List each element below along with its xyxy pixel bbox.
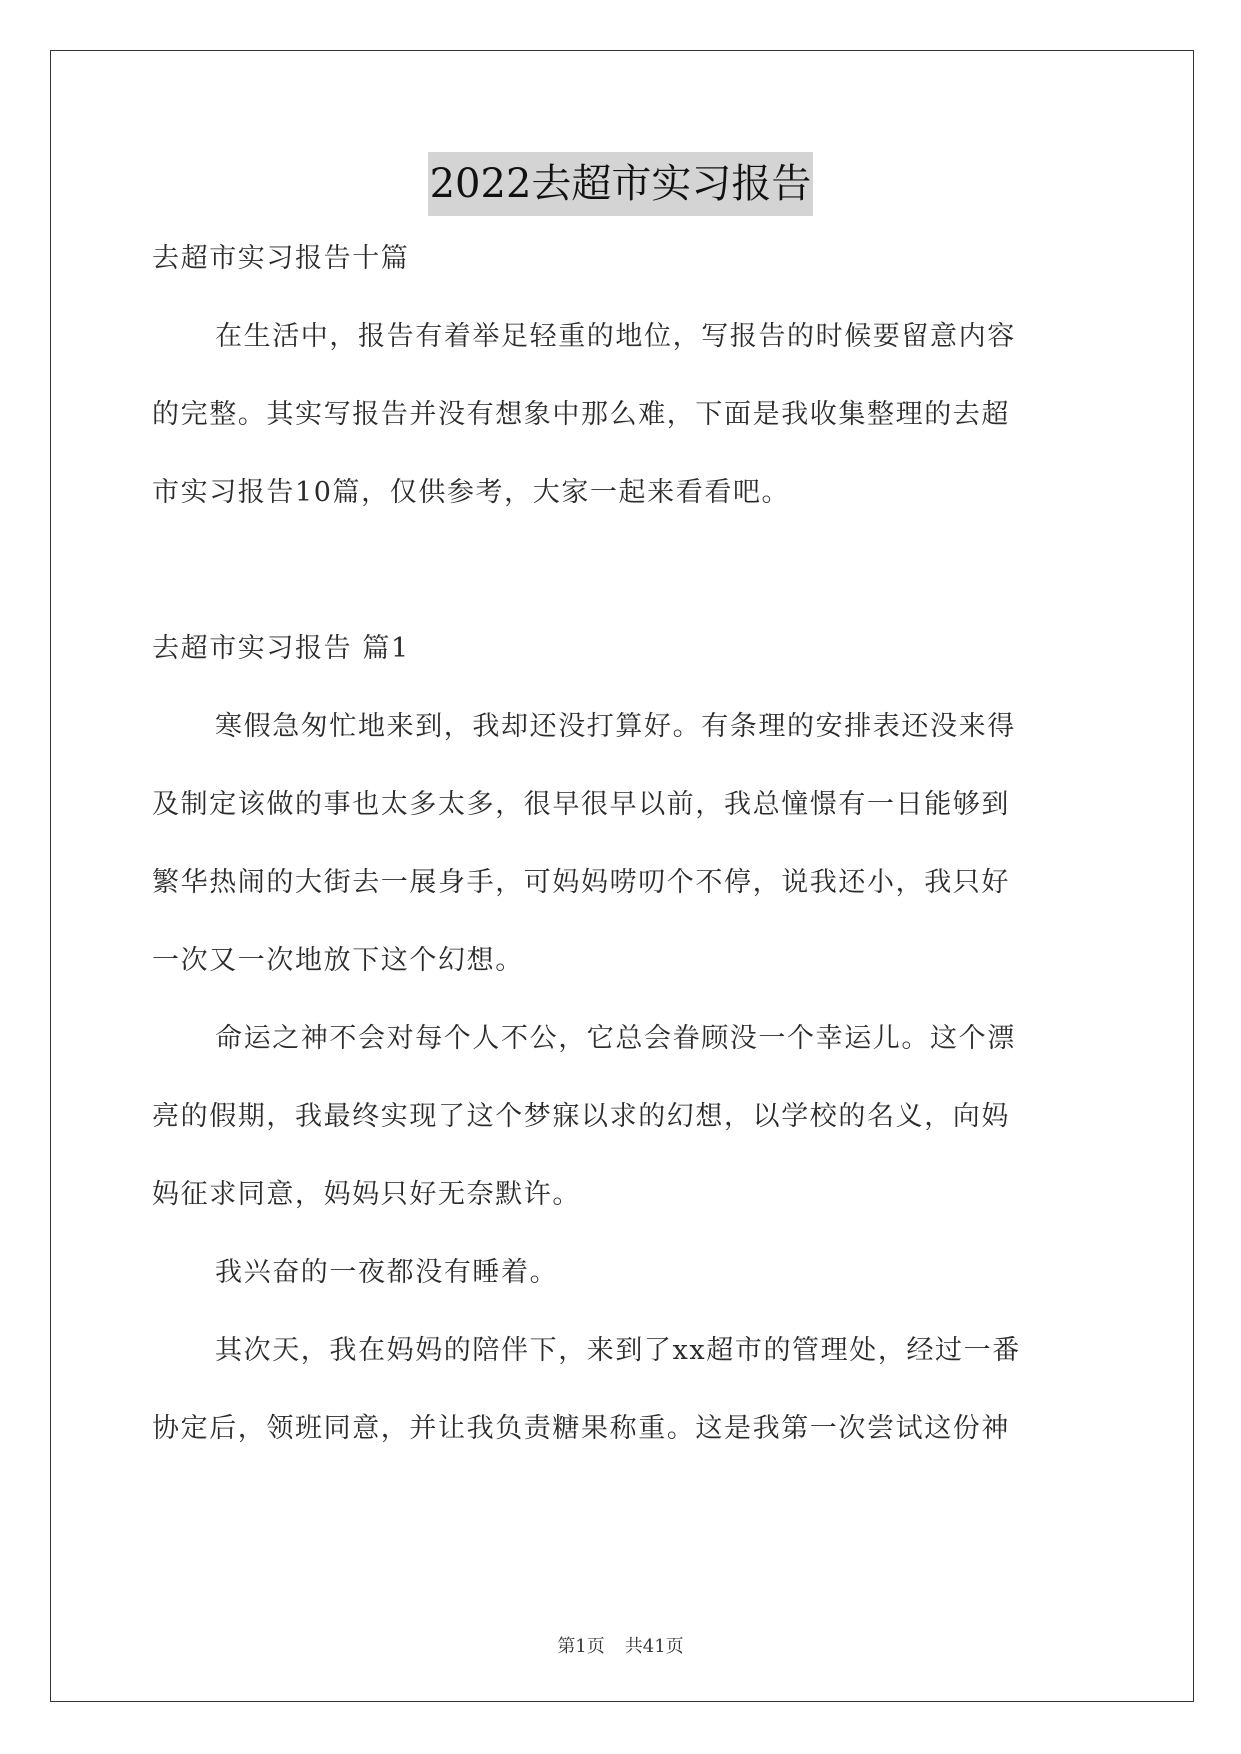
paragraph-line: 我兴奋的一夜都没有睡着。	[215, 1257, 559, 1288]
paragraph-line: 寒假急匆忙地来到，我却还没打算好。有条理的安排表还没来得	[215, 711, 1016, 742]
paragraph-line: 亮的假期，我最终实现了这个梦寐以求的幻想，以学校的名义，向妈	[152, 1101, 1010, 1132]
paragraph-line: 繁华热闹的大街去一展身手，可妈妈唠叨个不停，说我还小，我只好	[152, 867, 1010, 898]
paragraph-line: 协定后，领班同意，并让我负责糖果称重。这是我第一次尝试这份神	[152, 1413, 1010, 1444]
page-number: 第1页	[557, 1636, 605, 1657]
paragraph-line: 的完整。其实写报告并没有想象中那么难，下面是我收集整理的去超	[152, 399, 1010, 430]
paragraph-line: 在生活中，报告有着举足轻重的地位，写报告的时候要留意内容	[215, 321, 1016, 352]
paragraph-line: 及制定该做的事也太多太多，很早很早以前，我总憧憬有一日能够到	[152, 789, 1010, 820]
paragraph-line: 命运之神不会对每个人不公，它总会眷顾没一个幸运儿。这个漂	[215, 1023, 1016, 1054]
page-footer	[0, 1632, 1241, 1658]
blank-line	[152, 545, 1092, 623]
title-container	[0, 152, 1241, 216]
document-body	[152, 233, 1092, 1481]
section-heading: 去超市实习报告 篇1	[152, 633, 410, 664]
page-total: 共41页	[624, 1636, 684, 1657]
paragraph-line: 妈征求同意，妈妈只好无奈默许。	[152, 1179, 581, 1210]
document-title: 2022去超市实习报告	[428, 152, 814, 216]
paragraph-line: 市实习报告10篇，仅供参考，大家一起来看看吧。	[152, 477, 791, 508]
paragraph-line: 其次天，我在妈妈的陪伴下，来到了xx超市的管理处，经过一番	[215, 1335, 1021, 1366]
paragraph-line: 一次又一次地放下这个幻想。	[152, 945, 524, 976]
section-heading: 去超市实习报告十篇	[152, 243, 410, 274]
